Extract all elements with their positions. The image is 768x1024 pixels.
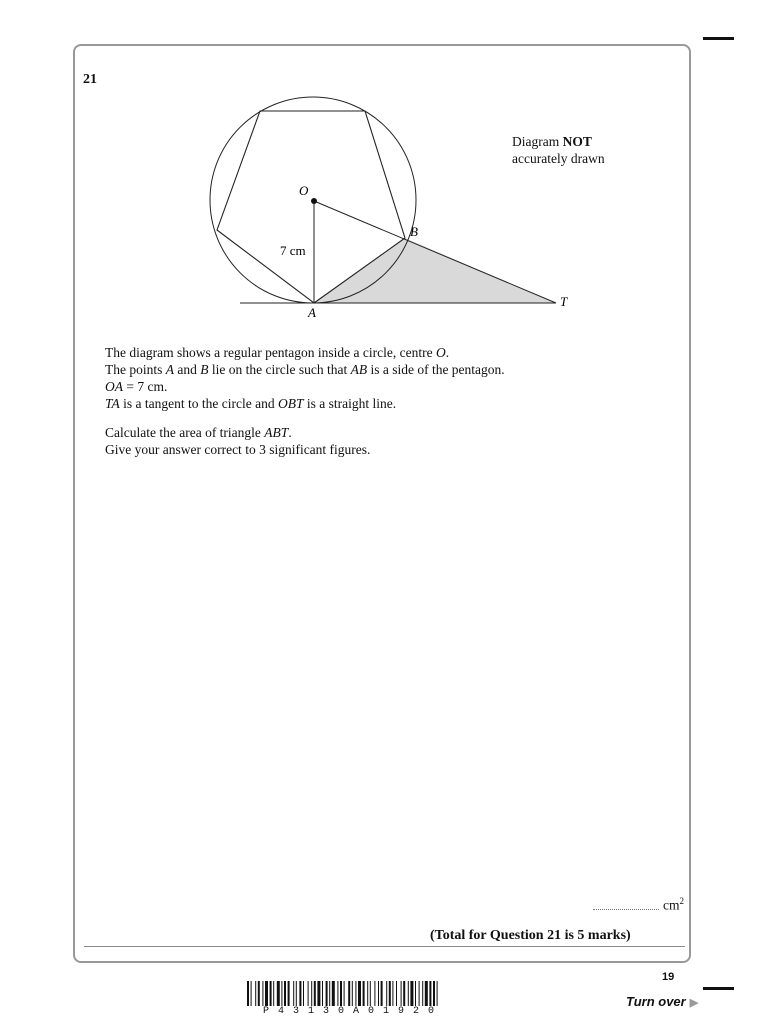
paragraph2-line: [105, 441, 625, 458]
barcode-bar: [433, 981, 435, 1006]
italic-term: O: [436, 345, 446, 360]
text-run: and: [174, 362, 201, 377]
label-OA-length: 7 cm: [280, 243, 306, 258]
barcode-bar: [429, 981, 431, 1006]
barcode-bar: [358, 981, 361, 1006]
barcode-bar: [425, 981, 428, 1006]
barcode-bar: [392, 981, 393, 1006]
barcode-bar: [299, 981, 301, 1006]
barcode-bar: [281, 981, 282, 1006]
barcode-bar: [344, 981, 345, 1006]
label-T: T: [560, 294, 568, 309]
barcode-bar: [415, 981, 416, 1006]
barcode-bar: [273, 981, 274, 1006]
turn-over-arrow-icon: ▶: [689, 997, 699, 1009]
barcode-bar: [303, 981, 304, 1006]
text-run: is a side of the pentagon.: [367, 362, 505, 377]
barcode-bar: [296, 981, 297, 1006]
label-A: A: [308, 305, 316, 320]
barcode: [245, 981, 523, 1008]
text-run: Calculate the area of triangle: [105, 425, 265, 440]
barcode-bar: [374, 981, 375, 1006]
text-run: The points: [105, 362, 166, 377]
barcode-bar: [329, 981, 330, 1006]
barcode-bar: [265, 981, 268, 1006]
edge-mark-bottom: [703, 987, 734, 990]
edge-mark-top: [703, 37, 734, 40]
question-number: 21: [83, 72, 97, 87]
bottom-rule: [84, 946, 685, 947]
barcode-bar: [308, 981, 309, 1006]
barcode-bar: [419, 981, 420, 1006]
text-run: .: [288, 425, 292, 440]
paragraph2-line: [105, 424, 625, 441]
diagram-note-prefix: Diagram: [512, 134, 563, 149]
barcode-bar: [277, 981, 280, 1006]
barcode-bar: [401, 981, 402, 1006]
answer-unit-superscript: 2: [679, 896, 684, 906]
page-number: 19: [662, 971, 675, 983]
question-total-marks: (Total for Question 21 is 5 marks): [430, 928, 631, 943]
paragraph1-line: [105, 378, 625, 395]
barcode-bar: [363, 981, 365, 1006]
centre-point: [311, 198, 317, 204]
barcode-bar: [422, 981, 423, 1006]
barcode-bar: [337, 981, 338, 1006]
barcode-bar: [270, 981, 272, 1006]
barcode-bar: [408, 981, 409, 1006]
text-run: The diagram shows a regular pentagon inside a circle, centre: [105, 345, 436, 360]
barcode-bar: [293, 981, 294, 1006]
barcode-bar: [311, 981, 312, 1006]
barcode-bar: [396, 981, 397, 1006]
question-text: [105, 344, 625, 458]
barcode-bar: [410, 981, 413, 1006]
paragraph1-line: [105, 344, 625, 361]
barcode-bar: [386, 981, 387, 1006]
italic-term: B: [200, 362, 209, 377]
italic-term: ABT: [264, 425, 289, 440]
text-run: .: [445, 345, 450, 360]
barcode-bar: [262, 981, 263, 1006]
answer-line[interactable]: [593, 896, 684, 914]
barcode-text: P43130A01920: [263, 1006, 444, 1017]
barcode-bar: [403, 981, 405, 1006]
text-run: = 7 cm.: [123, 379, 168, 394]
barcode-bar: [314, 981, 316, 1006]
barcode-bar: [378, 981, 379, 1006]
barcode-bar: [317, 981, 320, 1006]
turn-over: [626, 994, 698, 1009]
barcode-bar: [348, 981, 350, 1006]
barcode-bar: [352, 981, 353, 1006]
barcode-bar: [288, 981, 290, 1006]
barcode-bar: [367, 981, 368, 1006]
text-run: Give your answer correct to 3 significant figures.: [105, 442, 371, 457]
answer-unit: cm: [663, 897, 680, 913]
question-paragraph-1: [105, 344, 625, 412]
paragraph1-line: [105, 395, 625, 412]
italic-term: AB: [350, 362, 368, 377]
barcode-bar: [258, 981, 260, 1006]
barcode-bar: [355, 981, 356, 1006]
turn-over-label: Turn over: [626, 994, 686, 1009]
barcode-bar: [381, 981, 383, 1006]
barcode-bar: [247, 981, 249, 1006]
barcode-bar: [284, 981, 286, 1006]
barcode-bar: [322, 981, 323, 1006]
diagram-note-bold: NOT: [562, 134, 592, 149]
italic-term: A: [165, 362, 174, 377]
italic-term: OA: [105, 379, 123, 394]
answer-dotted-line[interactable]: [593, 897, 659, 910]
barcode-bar: [370, 981, 371, 1006]
barcode-bar: [255, 981, 256, 1006]
italic-term: TA: [105, 396, 120, 411]
barcode-bar: [251, 981, 252, 1006]
pentagon-diagram: [200, 88, 580, 328]
text-run: is a tangent to the circle and: [119, 396, 278, 411]
text-run: lie on the circle such that: [208, 362, 351, 377]
question-paragraph-2: [105, 424, 625, 458]
diagram-note-line2: accurately drawn: [512, 151, 605, 166]
label-O: O: [299, 183, 309, 198]
italic-term: OBT: [277, 396, 304, 411]
paragraph1-line: [105, 361, 625, 378]
diagram-not-accurate-note: [512, 133, 605, 167]
barcode-bar: [326, 981, 328, 1006]
barcode-bar: [389, 981, 391, 1006]
text-run: is a straight line.: [303, 396, 397, 411]
shaded-triangle-ABT: [314, 238, 556, 303]
barcode-bar: [332, 981, 335, 1006]
barcode-bar: [340, 981, 342, 1006]
barcode-bar: [437, 981, 438, 1006]
label-B: B: [410, 224, 418, 239]
